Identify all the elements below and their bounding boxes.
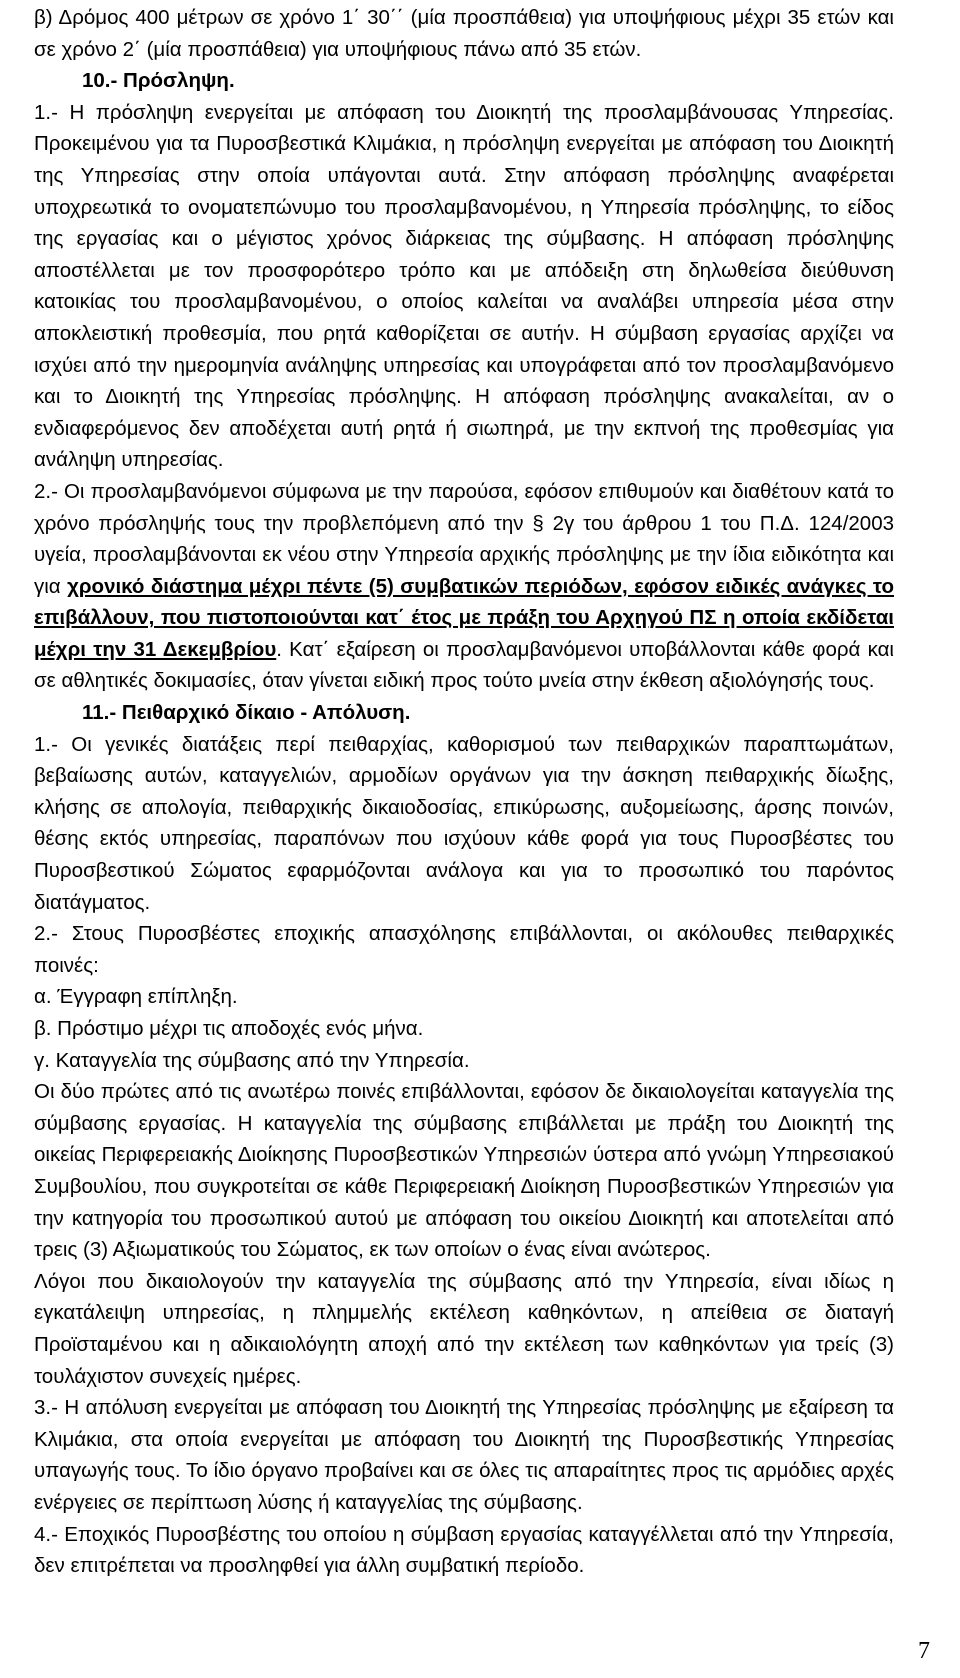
paragraph-10-1: 1.- Η πρόσληψη ενεργείται με απόφαση του Διοικητή της προσλαμβάνουσας Υπηρεσίας. Προκειμένου για τα Πυροσβεστικά Κλιμάκια, η πρόσληψη ενεργείται με απόφαση του Διοικητή της Υπηρεσίας στην οποία υπάγονται αυτά. Στην απόφαση πρόσληψης αναφέρεται υποχρεωτικά το ονοματεπώνυμο του προσλαμβανομένου, η Υπηρεσία πρόσληψης, το είδος της εργασίας και ο μέγιστος χρόνος διάρκειας της σύμβασης. Η απόφαση πρόσληψης αποστέλλεται με τον προσφορότερο τρόπο και με απόδειξη στη δηλωθείσα διεύθυνση κατοικίας του προσλαμβανομένου, ο οποίος καλείται να αναλάβει υπηρεσία μέσα στην αποκλειστική προθεσμία, που ρητά καθορίζεται σε αυτήν. Η σύμβαση εργασίας αρχίζει να ισχύει από την ημερομηνία ανάληψης υπηρεσίας και υπογράφεται από τον προσλαμβανόμενο και το Διοικητή της Υπηρεσίας πρόσληψης. Η απόφαση πρόσληψης ανακαλείται, αν ο ενδιαφερόμενος δεν αποδέχεται αυτή ρητά ή σιωπηρά, με την εκπνοή της προθεσμίας για ανάληψη υπηρεσίας. [34,100,894,472]
paragraph-10-2-emphasis: χρονικό διάστημα μέχρι πέντε (5) συμβατικών περιόδων, εφόσον ειδικές ανάγκες το επιβάλλουν, που πιστοποιούνται κατ΄ έτος με πράξη του Αρχηγού ΠΣ η οποία εκδίδεται μέχρι την 31 Δεκεμβρίου [34,574,894,661]
paragraph-10-2-outro: . Κατ΄ εξαίρεση οι προσλαμβανόμενοι υποβάλλονται κάθε φορά και σε αθλητικές δοκιμασίες, όταν γίνεται ειδική προς τούτο μνεία στην έκθεση αξιολόγησής τους. [34,637,894,693]
paragraph-physical-test-b: β) Δρόμος 400 μέτρων σε χρόνο 1΄ 30΄΄ (μία προσπάθεια) για υποψήφιους μέχρι 35 ετών και σε χρόνο 2΄ (μία προσπάθεια) για υποψήφιους πάνω από 35 ετών. [34,6,894,61]
penalty-item-c: γ. Καταγγελία της σύμβασης από την Υπηρεσία. [34,1048,470,1072]
document-page [34,2,894,1582]
paragraph-11-2-termination: Οι δύο πρώτες από τις ανωτέρω ποινές επιβάλλονται, εφόσον δε δικαιολογείται καταγγελία της σύμβασης εργασίας. Η καταγγελία της σύμβασης επιβάλλεται με πράξη του Διοικητή της οικείας Περιφερειακής Διοίκησης Πυροσβεστικών Υπηρεσιών ύστερα από γνώμη Υπηρεσιακού Συμβουλίου, που συγκροτείται σε κάθε Περιφερειακή Διοίκηση Πυροσβεστικών Υπηρεσιών για την κατηγορία του προσωπικού αυτού με απόφαση του οικείου Διοικητή και αποτελείται από τρεις (3) Αξιωματικούς του Σώματος, εκ των οποίων ο ένας είναι ανώτερος. [34,1080,894,1262]
paragraph-10-2 [34,476,894,697]
paragraph-11-3: 3.- Η απόλυση ενεργείται με απόφαση του Διοικητή της Υπηρεσίας πρόσληψης με εξαίρεση τα Κλιμάκια, στα οποία ενεργείται με απόφαση του Διοικητή της Πυροσβεστικής Υπηρεσίας υπαγωγής τους. Το ίδιο όργανο προβαίνει και σε όλες τις απαραίτητες προς τις αρμόδιες αρχές ενέργειες σε περίπτωση λύσης ή καταγγελίας της σύμβασης. [34,1396,894,1514]
page-number: 7 [918,1638,930,1664]
penalty-item-a: α. Έγγραφη επίπληξη. [34,985,238,1009]
paragraph-11-2: 2.- Στους Πυροσβέστες εποχικής απασχόλησης επιβάλλονται, οι ακόλουθες πειθαρχικές ποινές: [34,922,894,977]
paragraph-11-2-reasons: Λόγοι που δικαιολογούν την καταγγελία της σύμβασης από την Υπηρεσία, είναι ιδίως η εγκατάλειψη υπηρεσίας, η πλημμελής εκτέλεση καθηκόντων, η απείθεια σε διαταγή Προϊσταμένου και η αδικαιολόγητη αποχή από την εκτέλεση των καθηκόντων για τρείς (3) τουλάχιστον συνεχείς ημέρες. [34,1269,894,1388]
paragraph-10-2-intro: 2.- Οι προσλαμβανόμενοι σύμφωνα με την παρούσα, εφόσον επιθυμούν και διαθέτουν κατά το χρόνο πρόσληψής τους την προβλεπόμενη από την § 2γ του άρθρου 1 του Π.Δ. 124/2003 υγεία, προσλαμβάνονται εκ νέου στην Υπηρεσία αρχικής πρόσληψης με την ίδια ειδικότητα και για [34,479,894,598]
section-heading-10: 10.- Πρόσληψη. [82,69,235,93]
paragraph-11-1: 1.- Οι γενικές διατάξεις περί πειθαρχίας, καθορισμού των πειθαρχικών παραπτωμάτων, βεβαίωσης αυτών, καταγγελιών, αρμοδίων οργάνων για την άσκηση πειθαρχικής δίωξης, κλήσης σε απολογία, πειθαρχικής δικαιοδοσίας, επικύρωσης, αυξομείωσης, άρσης ποινών, θέσης εκτός υπηρεσίας, παραπόνων που ισχύουν κάθε φορά για τους Πυροσβέστες του Πυροσβεστικού Σώματος εφαρμόζονται ανάλογα και για το προσωπικό του παρόντος διατάγματος. [34,732,894,914]
paragraph-11-4: 4.- Εποχικός Πυροσβέστης του οποίου η σύμβαση εργασίας καταγγέλλεται από την Υπηρεσία, δεν επιτρέπεται να προσληφθεί για άλλη συμβατική περίοδο. [34,1522,894,1578]
penalty-item-b: β. Πρόστιμο μέχρι τις αποδοχές ενός μήνα. [34,1017,424,1040]
section-heading-11: 11.- Πειθαρχικό δίκαιο - Απόλυση. [82,701,411,725]
